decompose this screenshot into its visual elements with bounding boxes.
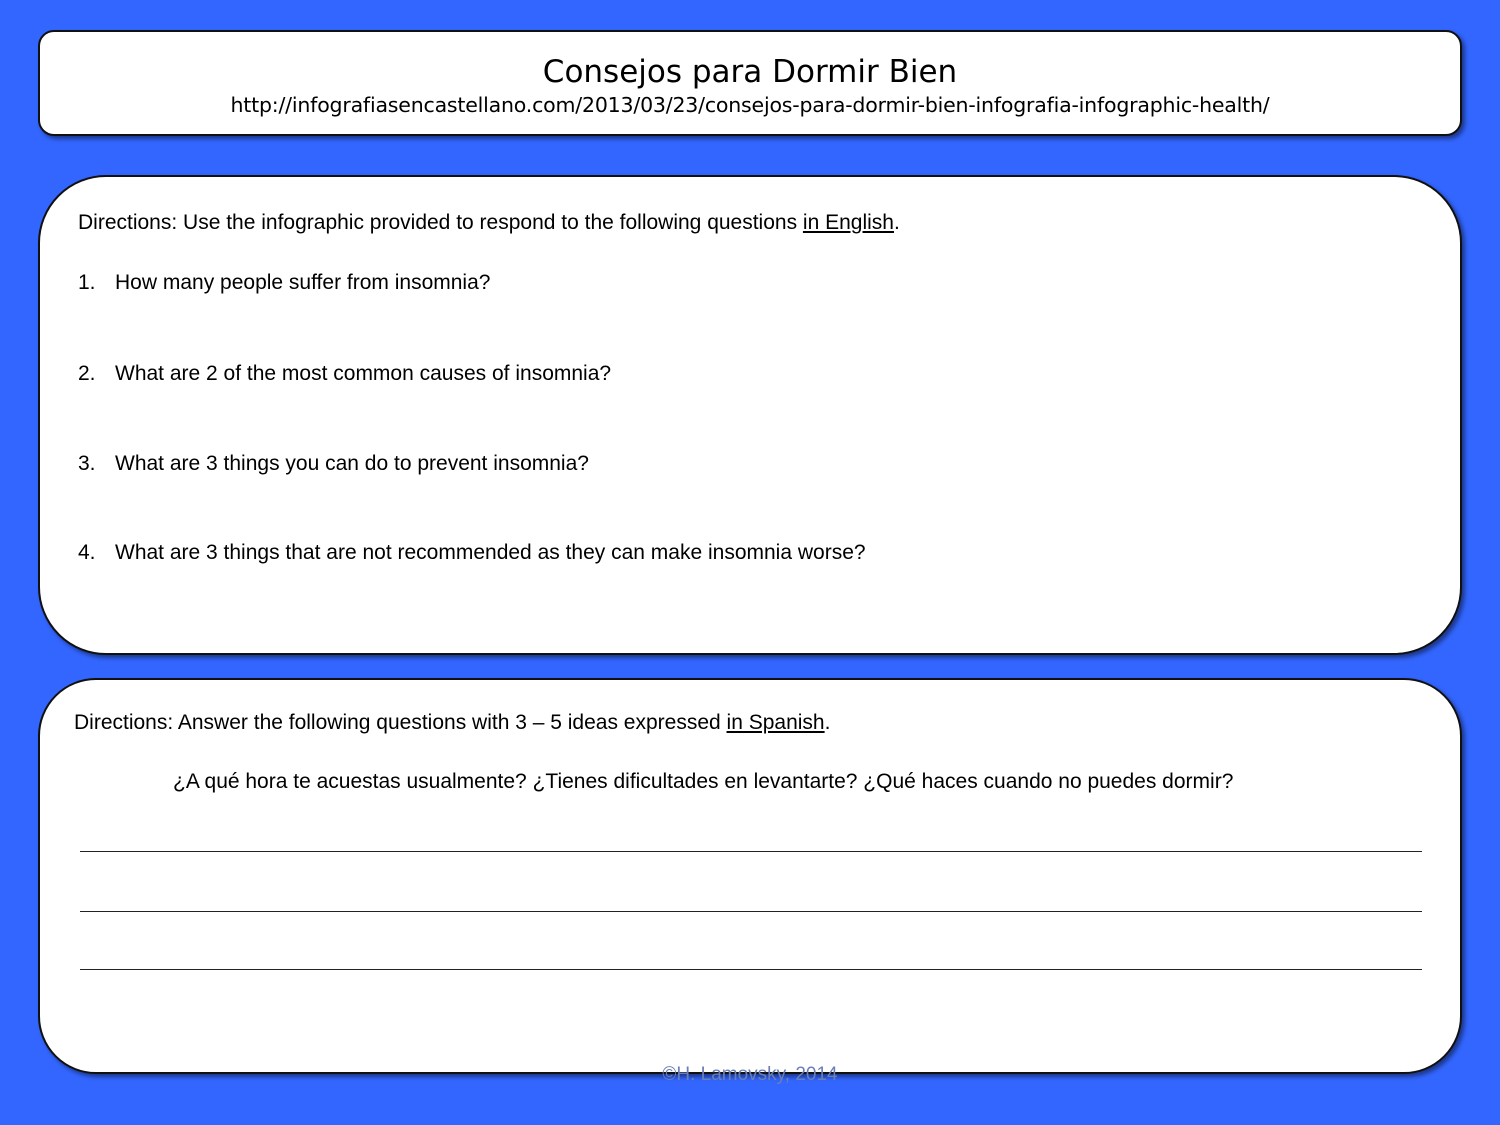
directions-emphasis: in Spanish: [726, 711, 825, 734]
english-directions: [78, 211, 900, 235]
source-url: http://infografiasencastellano.com/2013/03/23/consejos-para-dormir-bien-infografia-infographic-health/: [230, 93, 1270, 117]
title-panel: [38, 30, 1462, 136]
directions-period: .: [824, 711, 831, 734]
question-number: 3.: [78, 452, 96, 475]
question-text: What are 2 of the most common causes of insomnia?: [115, 362, 612, 385]
answer-line[interactable]: [80, 851, 1422, 852]
directions-emphasis: in English: [802, 211, 894, 234]
question-item: [78, 452, 589, 476]
copyright-notice: ©H. Lamovsky, 2014: [662, 1064, 838, 1085]
question-number: 4.: [78, 541, 96, 564]
answer-line[interactable]: [80, 969, 1422, 970]
directions-period: .: [893, 211, 900, 234]
question-text: What are 3 things you can do to prevent insomnia?: [115, 452, 589, 475]
spanish-prompt: ¿A qué hora te acuestas usualmente? ¿Tienes dificultades en levantarte? ¿Qué haces cuando no puedes dormir?: [173, 770, 1234, 793]
question-text: How many people suffer from insomnia?: [115, 271, 491, 294]
question-item: [78, 362, 611, 386]
question-number: 1.: [78, 271, 96, 294]
question-item: [78, 271, 490, 295]
question-number: 2.: [78, 362, 96, 385]
directions-text: Directions: Use the infographic provided to respond to the following questions: [78, 211, 803, 234]
answer-line[interactable]: [80, 911, 1422, 912]
english-questions-panel: [38, 175, 1462, 655]
page-title: Consejos para Dormir Bien: [542, 54, 958, 90]
question-text: What are 3 things that are not recommended as they can make insomnia worse?: [115, 541, 866, 564]
directions-text: Directions: Answer the following questions with 3 – 5 ideas expressed: [74, 711, 727, 734]
spanish-writing-panel: [38, 678, 1462, 1074]
spanish-directions: [74, 711, 830, 735]
question-item: [78, 541, 866, 565]
